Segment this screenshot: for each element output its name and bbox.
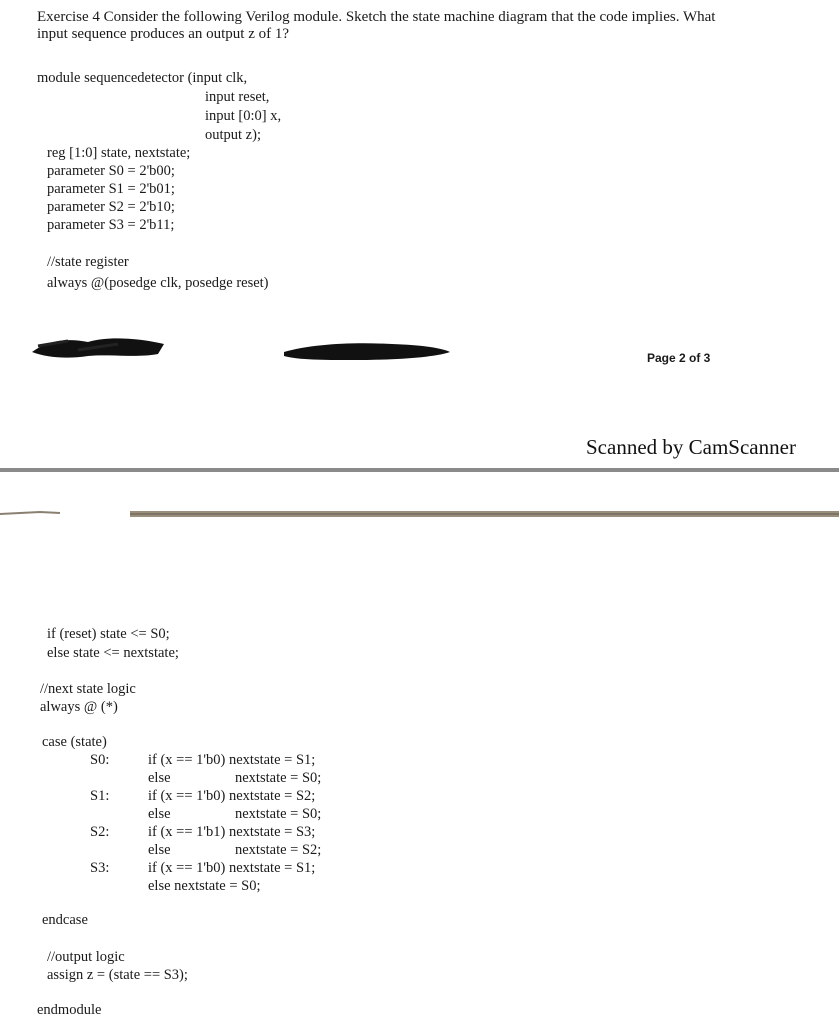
always-posedge-block: always @(posedge clk, posedge reset) [47,275,269,291]
comment-output-logic: //output logic [47,949,125,965]
parameter-s1: parameter S1 = 2'b01; [47,181,175,197]
parameter-s3: parameter S3 = 2'b11; [47,217,175,233]
scanned-page-top [0,0,839,470]
exercise-prompt-line2: input sequence produces an output z of 1? [37,26,290,42]
redaction-mark-center [282,338,452,364]
case-s3-if: if (x == 1'b0) nextstate = S1; [148,860,316,876]
comment-next-state: //next state logic [40,681,136,697]
scan-edge-artifact [0,508,839,520]
port-reset: input reset, [205,89,270,105]
exercise-prompt-line1: Exercise 4 Consider the following Verilog module. Sketch the state machine diagram that the code implies. What [37,9,716,25]
case-s0-if: if (x == 1'b0) nextstate = S1; [148,752,316,768]
case-label-s3: S3: [90,860,110,876]
else-state-line: else state <= nextstate; [47,645,179,661]
case-s2-else-value: nextstate = S2; [235,842,322,858]
reg-declaration: reg [1:0] state, nextstate; [47,145,191,161]
case-label-s2: S2: [90,824,110,840]
endmodule-keyword: endmodule [37,1002,102,1018]
endcase-keyword: endcase [42,912,88,928]
case-s2-if: if (x == 1'b1) nextstate = S3; [148,824,316,840]
case-label-s0: S0: [90,752,110,768]
parameter-s0: parameter S0 = 2'b00; [47,163,175,179]
port-z: output z); [205,127,261,143]
port-x: input [0:0] x, [205,108,282,124]
case-s2-else: else [148,842,171,858]
comment-state-register: //state register [47,254,129,270]
module-declaration: module sequencedetector (input clk, [37,70,248,86]
parameter-s2: parameter S2 = 2'b10; [47,199,175,215]
redaction-mark-left [28,332,168,360]
case-s1-else-value: nextstate = S0; [235,806,322,822]
if-reset-line: if (reset) state <= S0; [47,626,170,642]
assign-output: assign z = (state == S3); [47,967,188,983]
case-s1-if: if (x == 1'b0) nextstate = S2; [148,788,316,804]
case-statement: case (state) [42,734,107,750]
scanner-watermark: Scanned by CamScanner [586,435,796,459]
case-label-s1: S1: [90,788,110,804]
case-s3-else: else nextstate = S0; [148,878,261,894]
case-s0-else: else [148,770,171,786]
page-number: Page 2 of 3 [647,351,711,365]
scanned-page-bottom [0,472,839,1024]
always-star-block: always @ (*) [40,699,118,715]
case-s0-else-value: nextstate = S0; [235,770,322,786]
case-s1-else: else [148,806,171,822]
